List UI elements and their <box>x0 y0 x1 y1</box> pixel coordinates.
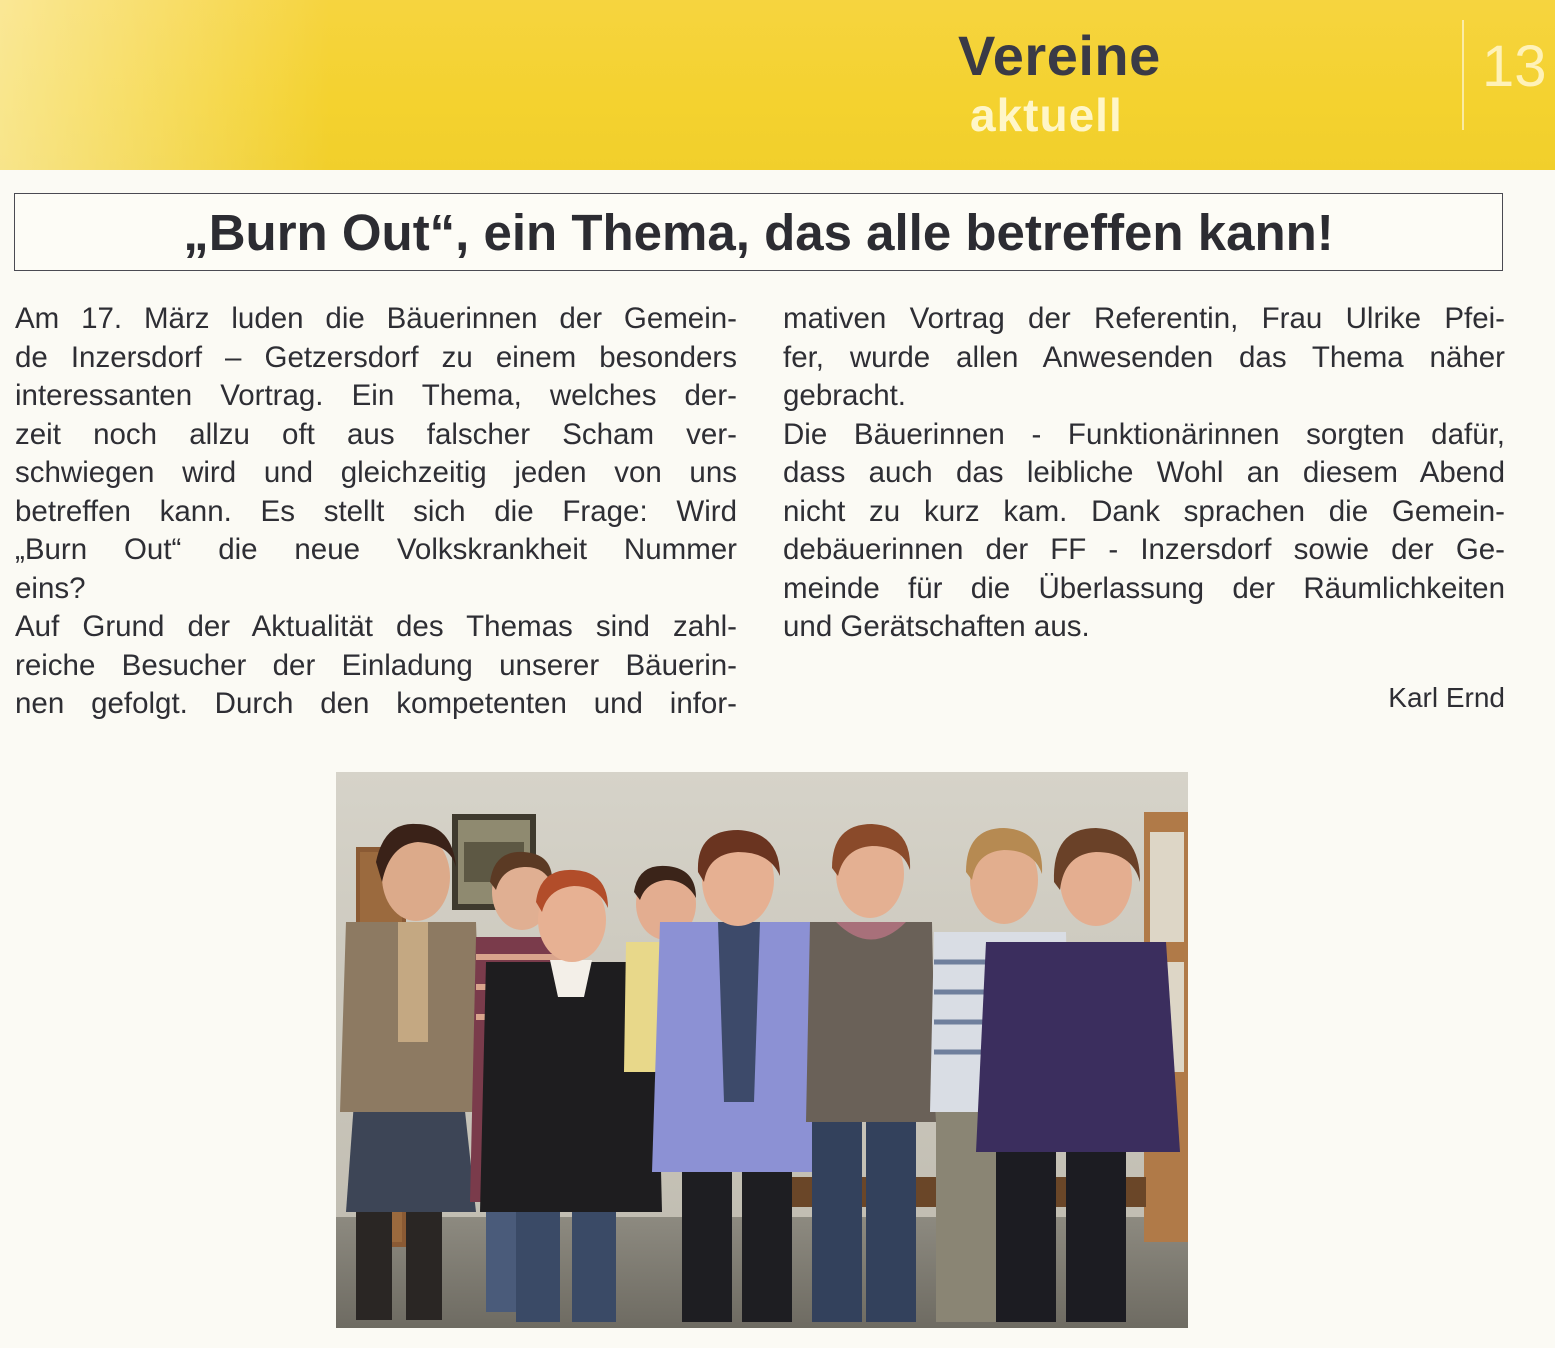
text-line: Auf Grund der Aktualität des Themas sind zahl- <box>15 610 737 643</box>
text-line: zeit noch allzu oft aus falscher Scham ver- <box>15 417 737 451</box>
text-line: de Inzersdorf – Getzersdorf zu einem besonders <box>15 340 737 374</box>
article-headline: „Burn Out“, ein Thema, das alle betreffen kann! <box>183 203 1334 261</box>
text-line: interessanten Vortrag. Ein Thema, welches der- <box>15 379 737 412</box>
text-line: „Burn Out“ die neue Volkskrankheit Nummer <box>15 533 737 566</box>
text-line: reiche Besucher der Einladung unserer Bäuerin- <box>15 648 737 682</box>
article-column-right <box>783 300 1505 647</box>
text-line: meinde für die Überlassung der Räumlichkeiten <box>783 571 1505 605</box>
text-line: nen gefolgt. Durch den kompetenten und infor- <box>15 687 737 720</box>
text-line: dass auch das leibliche Wohl an diesem Abend <box>783 456 1505 489</box>
article-column-left <box>15 300 737 724</box>
group-photo <box>336 772 1188 1328</box>
text-line: Die Bäuerinnen - Funktionärinnen sorgten dafür, <box>783 417 1505 451</box>
text-line: schwiegen wird und gleichzeitig jeden von uns <box>15 456 737 489</box>
group-photo-illustration <box>336 772 1188 1328</box>
section-title: Vereine <box>958 24 1161 87</box>
text-line: mativen Vortrag der Referentin, Frau Ulrike Pfei- <box>783 302 1505 335</box>
headline-box <box>14 193 1503 271</box>
header-fade <box>0 0 330 170</box>
text-line: debäuerinnen der FF - Inzersdorf sowie der Ge- <box>783 533 1505 566</box>
text-line: und Gerätschaften aus. <box>783 610 1090 643</box>
text-line: eins? <box>15 571 86 605</box>
article-author: Karl Ernd <box>1388 682 1505 713</box>
text-line: gebracht. <box>783 379 906 412</box>
section-subtitle: aktuell <box>970 89 1123 141</box>
text-line: betreffen kann. Es stellt sich die Frage: Wird <box>15 494 737 528</box>
page-number: 13 <box>1482 34 1547 99</box>
page-divider <box>1462 20 1464 130</box>
text-line: fer, wurde allen Anwesenden das Thema näher <box>783 340 1505 374</box>
text-line: Am 17. März luden die Bäuerinnen der Gemein- <box>15 302 737 335</box>
text-line: nicht zu kurz kam. Dank sprachen die Gemein- <box>783 494 1505 528</box>
